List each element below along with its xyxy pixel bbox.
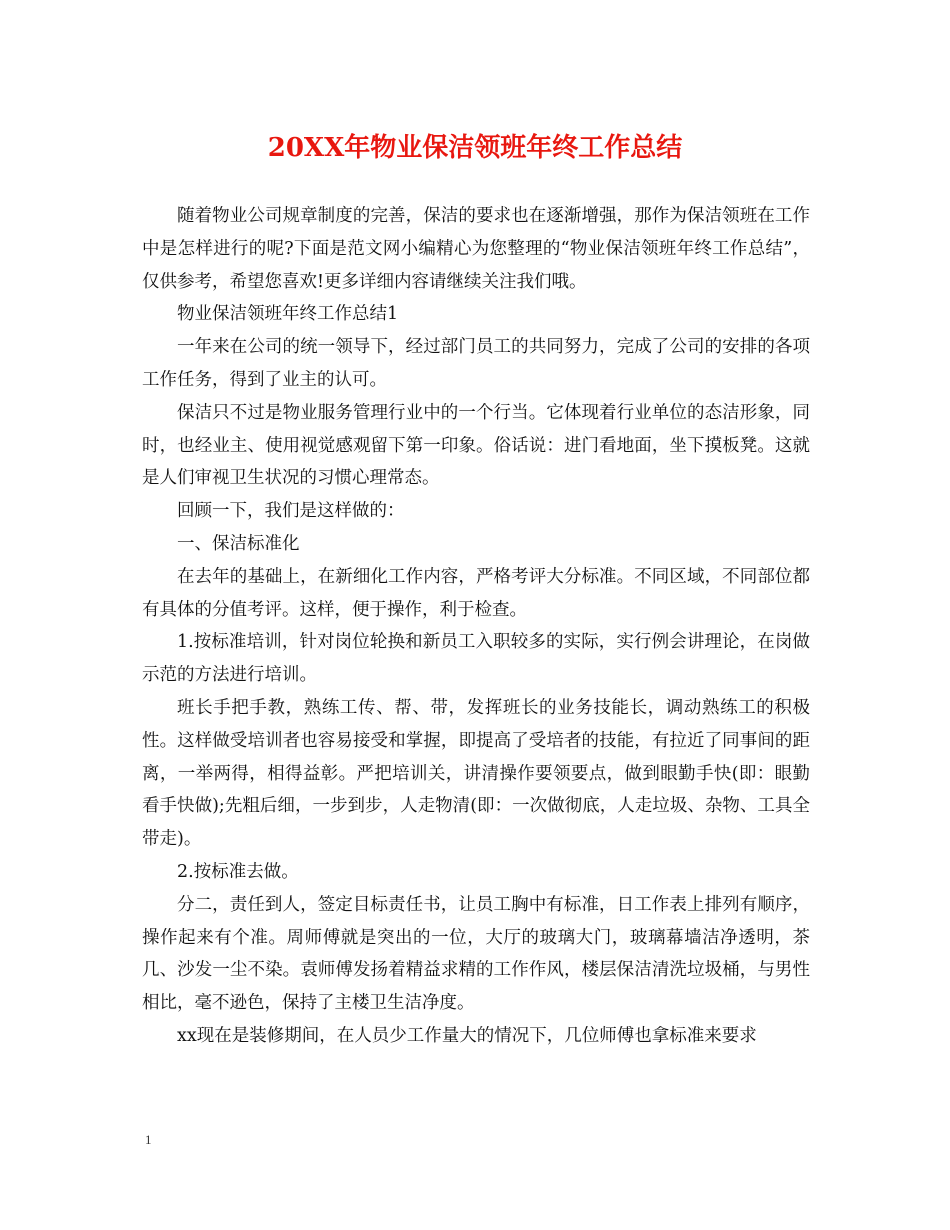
paragraph: 1.按标准培训，针对岗位轮换和新员工入职较多的实际，实行例会讲理论，在岗做示范的方法进行培训。	[142, 632, 810, 686]
paragraph: 班长手把手教，熟练工传、帮、带，发挥班长的业务技能长，调动熟练工的积极性。这样做受培训者也容易接受和掌握，即提高了受培者的技能，有拉近了同事间的距离，一举两得，相得益彰。严把培训关，讲清操作要领要点，做到眼勤手快(即：眼勤看手快做);先粗后细，一步到步，人走物清(即：一次做彻底，人走垃圾、杂物、工具全带走)。	[142, 697, 810, 850]
paragraph: 2.按标准去做。	[177, 861, 299, 882]
document-title: 20XX年物业保洁领班年终工作总结	[267, 133, 683, 163]
paragraph: xx现在是装修期间，在人员少工作量大的情况下，几位师傅也拿标准来要求	[177, 1025, 757, 1046]
paragraph-section-heading: 物业保洁领班年终工作总结1	[177, 304, 399, 325]
paragraph-subheading: 一、保洁标准化	[177, 533, 300, 554]
paragraph: 一年来在公司的统一领导下，经过部门员工的共同努力，完成了公司的安排的各项工作任务，得到了业主的认可。	[142, 337, 810, 390]
paragraph: 分二，责任到人，签定目标责任书，让员工胸中有标准，日工作表上排列有顺序，操作起来有个准。周师傅就是突出的一位，大厅的玻璃大门，玻璃幕墙洁净透明，茶几、沙发一尘不染。袁师傅发扬着精益求精的工作作风，楼层保洁清洗垃圾桶，与男性相比，毫不逊色，保持了主楼卫生洁净度。	[142, 894, 810, 1014]
paragraph: 保洁只不过是物业服务管理行业中的一个行当。它体现着行业单位的态洁形象，同时，也经业主、使用视觉感观留下第一印象。俗话说：进门看地面，坐下摸板凳。这就是人们审视卫生状况的习惯心理常态。	[142, 402, 810, 489]
paragraph-intro: 随着物业公司规章制度的完善，保洁的要求也在逐渐增强，那作为保洁领班在工作中是怎样进行的呢?下面是范文网小编精心为您整理的“物业保洁领班年终工作总结”，仅供参考，希望您喜欢!更多详细内容请继续关注我们哦。	[142, 206, 810, 292]
document-body	[142, 200, 810, 1053]
page-number: 1	[145, 1132, 152, 1147]
paragraph: 在去年的基础上，在新细化工作内容，严格考评大分标准。不同区域，不同部位都有具体的分值考评。这样，便于操作，利于检查。	[142, 566, 810, 620]
paragraph: 回顾一下，我们是这样做的：	[177, 501, 405, 522]
